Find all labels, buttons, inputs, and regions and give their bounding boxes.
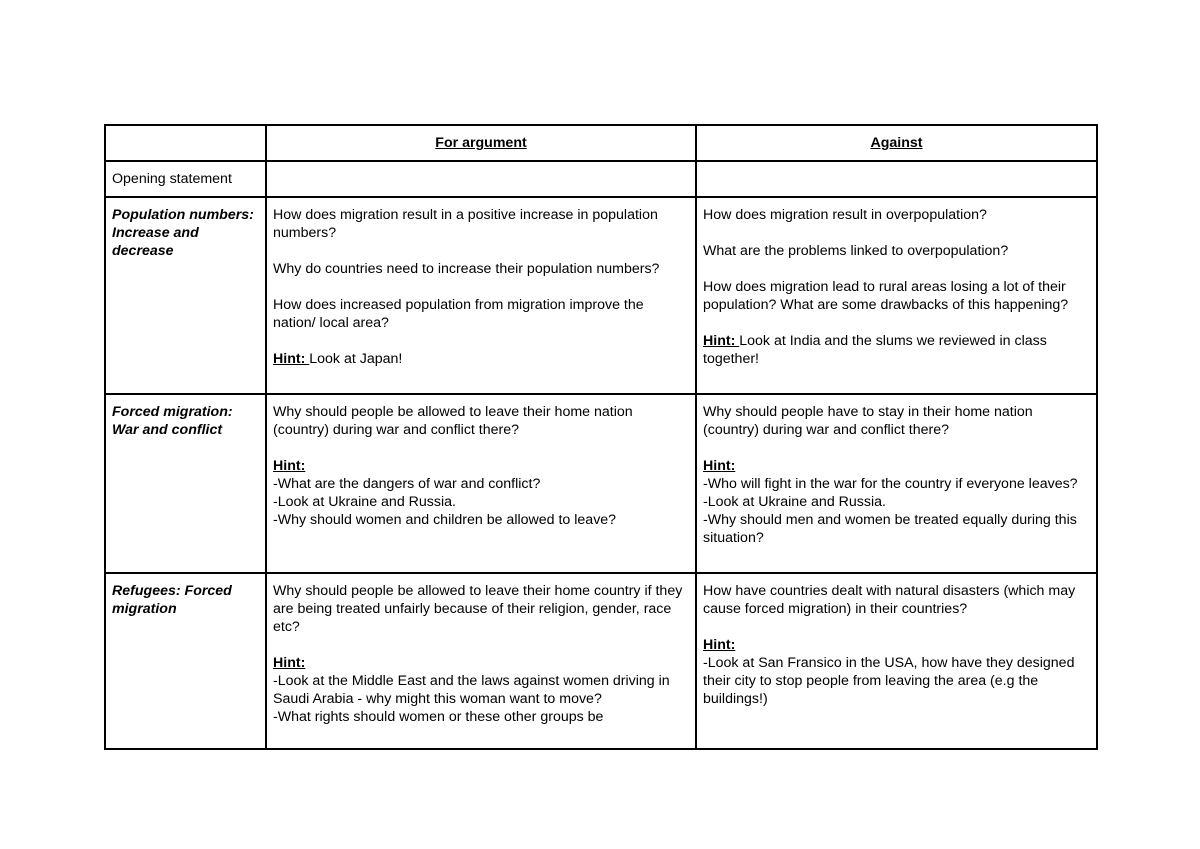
- hint-item: -Look at Ukraine and Russia.: [703, 494, 886, 510]
- debate-table: [104, 124, 1098, 750]
- hint-item: -What are the dangers of war and conflict?: [273, 476, 541, 492]
- opening-against-cell: [696, 161, 1097, 197]
- question-text: How does migration result in overpopulation?: [703, 207, 987, 223]
- table-row: [105, 161, 1097, 197]
- table-row: [105, 573, 1097, 749]
- row-label-forced-migration: Forced migration: War and conflict: [105, 394, 266, 573]
- question-text: How have countries dealt with natural disasters (which may cause forced migration) in their countries?: [703, 583, 1076, 617]
- hint-label: Hint:: [703, 458, 736, 474]
- hint-line: [703, 332, 1090, 368]
- hint-item: -Why should men and women be treated equally during this situation?: [703, 512, 1077, 546]
- refugees-for-cell: [266, 573, 696, 749]
- hint-block: [273, 457, 689, 529]
- hint-item: -Look at the Middle East and the laws against women driving in Saudi Arabia - why might this woman want to move?: [273, 673, 670, 707]
- table-row: [105, 394, 1097, 573]
- hint-item: -Look at San Fransico in the USA, how have they designed their city to stop people from leaving the area (e.g the buildings!): [703, 655, 1075, 707]
- row-label-population-numbers: Population numbers: Increase and decrease: [105, 197, 266, 394]
- table-row: [105, 197, 1097, 394]
- refugees-against-cell: [696, 573, 1097, 749]
- hint-item: -What rights should women or these other groups be: [273, 709, 604, 725]
- forced-for-cell: [266, 394, 696, 573]
- question-text: Why do countries need to increase their population numbers?: [273, 261, 660, 277]
- question-text: How does migration result in a positive increase in population numbers?: [273, 207, 658, 241]
- hint-block: [703, 636, 1090, 708]
- hint-label: Hint:: [703, 637, 736, 653]
- hint-label: Hint:: [273, 655, 306, 671]
- hint-text: Look at India and the slums we reviewed in class together!: [703, 333, 1047, 367]
- population-against-cell: [696, 197, 1097, 394]
- hint-label: Hint:: [273, 458, 306, 474]
- question-text: How does increased population from migration improve the nation/ local area?: [273, 297, 644, 331]
- header-against: Against: [696, 125, 1097, 161]
- forced-against-cell: [696, 394, 1097, 573]
- hint-block: [273, 654, 689, 726]
- hint-label: Hint:: [703, 333, 740, 349]
- header-for-argument: For argument: [266, 125, 696, 161]
- question-text: Why should people be allowed to leave their home country if they are being treated unfairly because of their religion, gender, race etc?: [273, 583, 683, 635]
- hint-block: [703, 457, 1090, 547]
- opening-for-cell: [266, 161, 696, 197]
- hint-item: -Who will fight in the war for the country if everyone leaves?: [703, 476, 1078, 492]
- hint-item: -Look at Ukraine and Russia.: [273, 494, 456, 510]
- row-label-opening-statement: Opening statement: [105, 161, 266, 197]
- header-blank-cell: [105, 125, 266, 161]
- question-text: Why should people have to stay in their home nation (country) during war and conflict there?: [703, 404, 1033, 438]
- table-header-row: [105, 125, 1097, 161]
- hint-item: -Why should women and children be allowed to leave?: [273, 512, 617, 528]
- question-text: Why should people be allowed to leave their home nation (country) during war and conflict there?: [273, 404, 633, 438]
- question-text: How does migration lead to rural areas losing a lot of their population? What are some drawbacks of this happening?: [703, 279, 1069, 313]
- question-text: What are the problems linked to overpopulation?: [703, 243, 1009, 259]
- row-label-refugees: Refugees: Forced migration: [105, 573, 266, 749]
- population-for-cell: [266, 197, 696, 394]
- hint-label: Hint:: [273, 351, 310, 367]
- hint-text: Look at Japan!: [309, 351, 403, 367]
- hint-line: [273, 350, 689, 368]
